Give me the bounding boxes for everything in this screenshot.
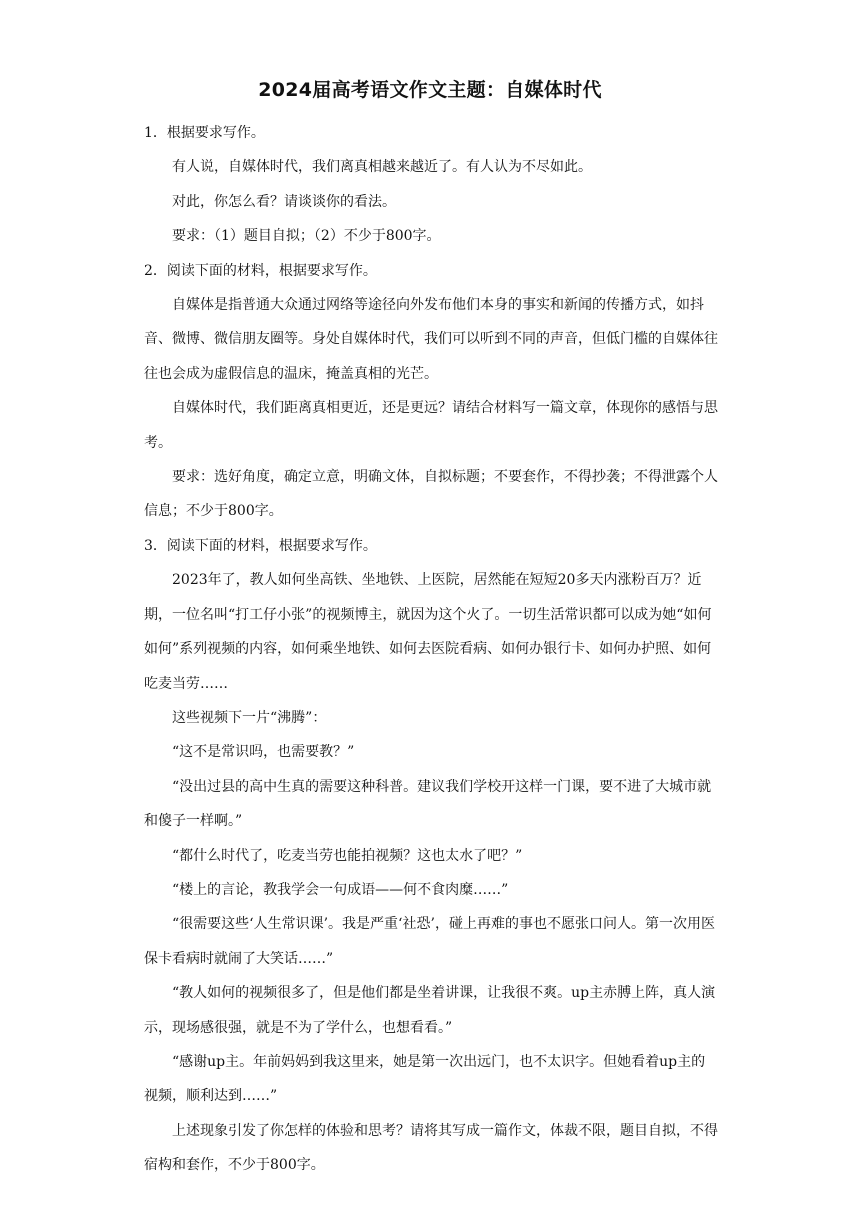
question-1-heading: 1．根据要求写作。 bbox=[144, 125, 265, 141]
document-title: 2024届高考语文作文主题：自媒体时代 bbox=[258, 79, 602, 101]
question-1-paragraph: 对此，你怎么看？请谈谈你的看法。 bbox=[172, 193, 396, 210]
question-1-paragraph: 有人说，自媒体时代，我们离真相越来越近了。有人认为不尽如此。 bbox=[172, 159, 592, 176]
question-3-comment: “这不是常识吗，也需要教？” bbox=[172, 744, 355, 761]
question-3-comment: “感谢up主。年前妈妈到我这里来，她是第一次出远门，也不太识字。但她看着up主的视频，顺利达到……” bbox=[144, 1053, 706, 1105]
question-2-paragraph: 自媒体是指普通大众通过网络等途径向外发布他们本身的事实和新闻的传播方式，如抖音、微博、微信朋友圈等。身处自媒体时代，我们可以听到不同的声音，但低门槛的自媒体往往也会成为虚假信息的温床，掩盖真相的光芒。 bbox=[144, 297, 718, 382]
question-3-comment: “都什么时代了，吃麦当劳也能拍视频？这也太水了吧？” bbox=[172, 847, 523, 864]
document-body bbox=[144, 116, 718, 1183]
question-2-heading: 2．阅读下面的材料，根据要求写作。 bbox=[144, 262, 377, 279]
question-3-comment: “教人如何的视频很多了，但是他们都是坐着讲课，让我很不爽。up主赤膊上阵，真人演示，现场感很强，就是不为了学什么，也想看看。” bbox=[144, 985, 716, 1036]
question-3-paragraph: 2023年了，教人如何坐高铁、坐地铁、上医院，居然能在短短20多天内涨粉百万？近期，一位名叫“打工仔小张”的视频博主，就因为这个火了。一切生活常识都可以成为她“如何如何”系列视频的内容，如何乘坐地铁、如何去医院看病、如何办银行卡、如何办护照、如何吃麦当劳…… bbox=[144, 572, 712, 692]
question-2-paragraph: 自媒体时代，我们距离真相更近，还是更远？请结合材料写一篇文章，体现你的感悟与思考。 bbox=[144, 400, 718, 451]
question-1-requirement: 要求：（1）题目自拟；（2）不少于800字。 bbox=[172, 228, 441, 245]
question-3-requirement: 上述现象引发了你怎样的体验和思考？请将其写成一篇作文，体裁不限，题目自拟，不得宿构和套作，不少于800字。 bbox=[144, 1122, 718, 1174]
question-3-comment: “没出过县的高中生真的需要这种科普。建议我们学校开这样一门课，要不进了大城市就和傻子一样啊。” bbox=[144, 778, 712, 830]
question-3-heading: 3．阅读下面的材料，根据要求写作。 bbox=[144, 537, 377, 554]
question-3-paragraph: 这些视频下一片“沸腾”： bbox=[172, 709, 327, 726]
question-3-comment: “楼上的言论，教我学会一句成语——何不食肉糜……” bbox=[172, 881, 509, 898]
question-2-requirement: 要求：选好角度，确定立意，明确文体，自拟标题；不要套作，不得抄袭；不得泄露个人信息；不少于800字。 bbox=[144, 469, 718, 520]
question-3-comment: “很需要这些‘人生常识课’。我是严重‘社恐’，碰上再难的事也不愿张口问人。第一次用医保卡看病时就闹了大笑话……” bbox=[144, 916, 715, 967]
